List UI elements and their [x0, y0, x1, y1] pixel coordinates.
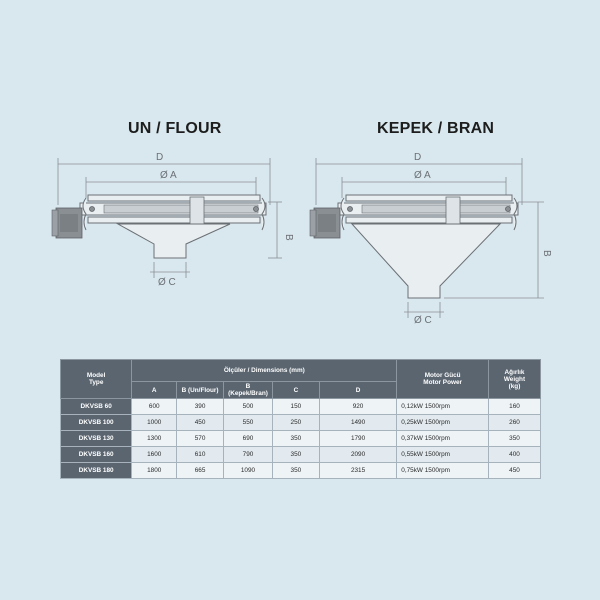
d-cell: 1490 [319, 415, 396, 431]
bran-drawing [310, 152, 552, 326]
weight-cell: 400 [488, 447, 540, 463]
d-cell: 2315 [319, 463, 396, 479]
b-bran-cell: 690 [224, 431, 273, 447]
bran-title: KEPEK / BRAN [377, 120, 495, 137]
motor-cell: 0,37kW 1500rpm [397, 431, 489, 447]
motor-cell: 0,55kW 1500rpm [397, 447, 489, 463]
motor-cell: 0,75kW 1500rpm [397, 463, 489, 479]
b-bran-cell: 790 [224, 447, 273, 463]
b-bran-cell: 500 [224, 399, 273, 415]
bran-dim-d: D [414, 152, 422, 163]
c-cell: 350 [272, 447, 319, 463]
table-row [61, 431, 541, 447]
d-cell: 2090 [319, 447, 396, 463]
model-cell: DKVSB 160 [61, 447, 132, 463]
a-cell: 1800 [132, 463, 177, 479]
a-cell: 1300 [132, 431, 177, 447]
c-cell: 350 [272, 431, 319, 447]
bran-dim-b: B [541, 250, 552, 257]
weight-cell: 450 [488, 463, 540, 479]
b-flour-cell: 665 [177, 463, 224, 479]
model-cell: DKVSB 100 [61, 415, 132, 431]
model-cell: DKVSB 130 [61, 431, 132, 447]
header-model: Model Type [61, 360, 132, 399]
c-cell: 350 [272, 463, 319, 479]
table-row [61, 463, 541, 479]
c-cell: 250 [272, 415, 319, 431]
header-a: A [132, 382, 177, 399]
spec-table [60, 359, 541, 479]
b-bran-cell: 1090 [224, 463, 273, 479]
flour-dim-d: D [156, 152, 164, 163]
header-weight: Ağırlık Weight (kg) [488, 360, 540, 399]
c-cell: 150 [272, 399, 319, 415]
model-cell: DKVSB 60 [61, 399, 132, 415]
motor-cell: 0,12kW 1500rpm [397, 399, 489, 415]
weight-cell: 160 [488, 399, 540, 415]
a-cell: 600 [132, 399, 177, 415]
b-flour-cell: 610 [177, 447, 224, 463]
b-flour-cell: 570 [177, 431, 224, 447]
flour-dim-b: B [283, 234, 294, 241]
flour-title: UN / FLOUR [128, 120, 222, 137]
a-cell: 1000 [132, 415, 177, 431]
flour-dim-c: Ø C [158, 277, 176, 288]
model-cell: DKVSB 180 [61, 463, 132, 479]
weight-cell: 350 [488, 431, 540, 447]
flour-dim-a: Ø A [160, 170, 177, 181]
table-row [61, 447, 541, 463]
b-bran-cell: 550 [224, 415, 273, 431]
motor-cell: 0,25kW 1500rpm [397, 415, 489, 431]
b-flour-cell: 390 [177, 399, 224, 415]
header-dimensions: Ölçüler / Dimensions (mm) [132, 360, 397, 382]
header-motor: Motor Gücü Motor Power [397, 360, 489, 399]
sieve-drawings [0, 140, 600, 330]
header-b-bran: B (Kepek/Bran) [224, 382, 273, 399]
bran-dim-c: Ø C [414, 315, 432, 326]
d-cell: 920 [319, 399, 396, 415]
header-d: D [319, 382, 396, 399]
table-row [61, 415, 541, 431]
header-b-flour: B (Un/Flour) [177, 382, 224, 399]
table-row [61, 399, 541, 415]
weight-cell: 260 [488, 415, 540, 431]
flour-drawing [52, 152, 294, 288]
a-cell: 1600 [132, 447, 177, 463]
b-flour-cell: 450 [177, 415, 224, 431]
header-c: C [272, 382, 319, 399]
d-cell: 1790 [319, 431, 396, 447]
table-header-row [61, 360, 541, 382]
bran-dim-a: Ø A [414, 170, 431, 181]
